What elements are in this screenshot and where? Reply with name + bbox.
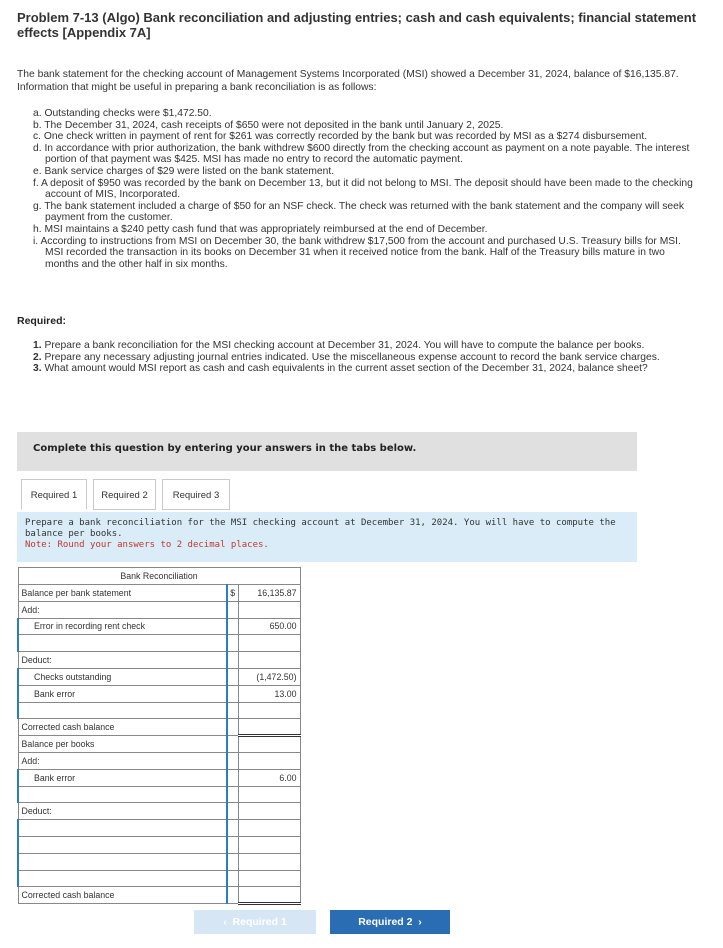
table-row (18, 652, 300, 669)
row-label-cell[interactable] (18, 820, 227, 837)
currency-symbol-cell (227, 702, 238, 719)
amount-input[interactable]: 650.00 (238, 618, 300, 635)
row-label-cell[interactable] (18, 836, 227, 853)
amount-input[interactable] (238, 702, 300, 719)
table-row (18, 752, 300, 769)
instructions-text: Prepare a bank reconciliation for the MSI checking account at December 31, 2024. You will have to compute the balance per books. (25, 518, 616, 539)
next-button[interactable]: Required 2 › (330, 910, 450, 934)
amount-input[interactable] (238, 853, 300, 870)
amount-input[interactable]: (1,472.50) (238, 668, 300, 685)
amount-input[interactable] (238, 719, 300, 736)
currency-symbol-cell (227, 618, 238, 635)
row-label-cell[interactable] (18, 786, 227, 803)
table-title: Bank Reconciliation (18, 568, 300, 585)
row-label-cell: Balance per books (18, 736, 227, 753)
info-list (33, 108, 701, 270)
row-label-cell: Balance per bank statement (18, 585, 227, 602)
required-text: Prepare any necessary adjusting journal entries indicated. Use the miscellaneous expense account to record the bank service charges. (44, 351, 660, 363)
row-label-cell[interactable] (18, 635, 227, 652)
currency-symbol-cell: $ (227, 585, 238, 602)
amount-input[interactable]: 16,135.87 (238, 585, 300, 602)
list-item: b. The December 31, 2024, cash receipts of $650 were not deposited in the bank until January 2, 2025. (33, 119, 504, 131)
required-num: 2. (33, 351, 42, 363)
row-label-cell[interactable]: Bank error (18, 685, 227, 702)
amount-input[interactable] (238, 887, 300, 904)
table-row (18, 635, 300, 652)
row-label-cell[interactable] (18, 853, 227, 870)
tab-required-2[interactable]: Required 2 (93, 479, 156, 510)
row-label-cell[interactable]: Bank error (18, 769, 227, 786)
table-row (18, 618, 300, 635)
table-row (18, 601, 300, 618)
currency-symbol-cell (227, 685, 238, 702)
list-item: h. MSI maintains a $240 petty cash fund that was appropriately reimbursed at the end of December. (33, 223, 488, 235)
table-row (18, 685, 300, 702)
list-item: f. A deposit of $950 was recorded by the bank on December 13, but it did not belong to MSI. The deposit should have been made to the checking account of MIS, Incorporated. (33, 177, 693, 201)
instructions-note: Note: Round your answers to 2 decimal places. (25, 540, 269, 550)
list-item: e. Bank service charges of $29 were listed on the bank statement. (33, 165, 335, 177)
amount-input[interactable]: 6.00 (238, 769, 300, 786)
table-row (18, 719, 300, 736)
list-item: d. In accordance with prior authorization, the bank withdrew $600 directly from the checking account as payment on a note payable. The interest portion of that payment was $425. MSI has made no entry to record the automatic payment. (33, 142, 690, 166)
amount-input[interactable] (238, 652, 300, 669)
currency-symbol-cell (227, 635, 238, 652)
prev-button-label: Required 1 (232, 916, 287, 928)
row-label-cell: Corrected cash balance (18, 887, 227, 904)
table-row (18, 668, 300, 685)
table-row (18, 702, 300, 719)
required-item (33, 352, 693, 364)
problem-title: Problem 7-13 (Algo) Bank reconciliation and adjusting entries; cash and cash equivalents; financial statement effects [Appendix 7A] (17, 10, 697, 40)
list-item: g. The bank statement included a charge of $50 for an NSF check. The check was returned with the bank statement and the company will seek payment from the customer. (33, 200, 684, 224)
list-item: a. Outstanding checks were $1,472.50. (33, 108, 212, 119)
row-label-cell[interactable]: Checks outstanding (18, 668, 227, 685)
currency-symbol-cell (227, 668, 238, 685)
amount-input[interactable] (238, 786, 300, 803)
amount-input[interactable] (238, 820, 300, 837)
currency-symbol-cell (227, 803, 238, 820)
problem-intro: The bank statement for the checking account of Management Systems Incorporated (MSI) showed a December 31, 2024, balance of $16,135.87. Information that might be useful in preparing a bank reconciliation is as follows: (17, 69, 679, 93)
currency-symbol-cell (227, 887, 238, 904)
amount-input[interactable] (238, 736, 300, 753)
currency-symbol-cell (227, 820, 238, 837)
complete-question-banner: Complete this question by entering your answers in the tabs below. (17, 432, 637, 471)
required-num: 1. (33, 340, 42, 351)
tab-required-3[interactable]: Required 3 (162, 479, 230, 510)
row-label-cell[interactable] (18, 702, 227, 719)
amount-input[interactable] (238, 601, 300, 618)
table-row (18, 736, 300, 753)
table-header-row (18, 568, 300, 585)
row-label-cell[interactable] (18, 870, 227, 887)
table-row (18, 853, 300, 870)
table-row (18, 870, 300, 887)
row-label-cell: Add: (18, 601, 227, 618)
currency-symbol-cell (227, 736, 238, 753)
prev-button[interactable]: ‹ Required 1 (194, 910, 316, 934)
table-row (18, 887, 300, 904)
amount-input[interactable] (238, 836, 300, 853)
row-label-cell[interactable]: Error in recording rent check (18, 618, 227, 635)
currency-symbol-cell (227, 870, 238, 887)
amount-input[interactable]: 13.00 (238, 685, 300, 702)
bank-reconciliation-table (17, 567, 301, 905)
table-row (18, 836, 300, 853)
table-row (18, 769, 300, 786)
amount-input[interactable] (238, 870, 300, 887)
currency-symbol-cell (227, 769, 238, 786)
required-item (33, 363, 693, 375)
amount-input[interactable] (238, 635, 300, 652)
list-item: i. According to instructions from MSI on December 30, the bank withdrew $17,500 from the account and purchased U.S. Treasury bills for MSI. MSI recorded the transaction in its books on December 31 when it received notice from the bank. Half of the Treasury bills mature in two months and the other half in six months. (33, 235, 681, 270)
currency-symbol-cell (227, 786, 238, 803)
currency-symbol-cell (227, 719, 238, 736)
table-row (18, 585, 300, 602)
row-label-cell: Add: (18, 752, 227, 769)
required-num: 3. (33, 363, 42, 375)
currency-symbol-cell (227, 601, 238, 618)
currency-symbol-cell (227, 836, 238, 853)
required-text: Prepare a bank reconciliation for the MSI checking account at December 31, 2024. You will have to compute the balance per books. (44, 340, 645, 351)
required-item (33, 340, 693, 352)
table-row (18, 820, 300, 837)
amount-input[interactable] (238, 803, 300, 820)
list-item: c. One check written in payment of rent for $261 was correctly recorded by the bank but was recorded by MSI as a $274 disbursement. (33, 131, 648, 143)
required-list (33, 340, 693, 375)
row-label-cell: Deduct: (18, 803, 227, 820)
required-text: What amount would MSI report as cash and cash equivalents in the current asset section of the December 31, 2024, balance sheet? (44, 363, 648, 375)
currency-symbol-cell (227, 752, 238, 769)
currency-symbol-cell (227, 652, 238, 669)
amount-input[interactable] (238, 752, 300, 769)
row-label-cell: Deduct: (18, 652, 227, 669)
tab-required-1[interactable]: Required 1 (21, 479, 87, 510)
instructions-panel (17, 512, 637, 562)
required-heading: Required: (17, 315, 67, 327)
next-button-label: Required 2 (358, 916, 413, 928)
table-row (18, 803, 300, 820)
row-label-cell: Corrected cash balance (18, 719, 227, 736)
table-row (18, 786, 300, 803)
currency-symbol-cell (227, 853, 238, 870)
